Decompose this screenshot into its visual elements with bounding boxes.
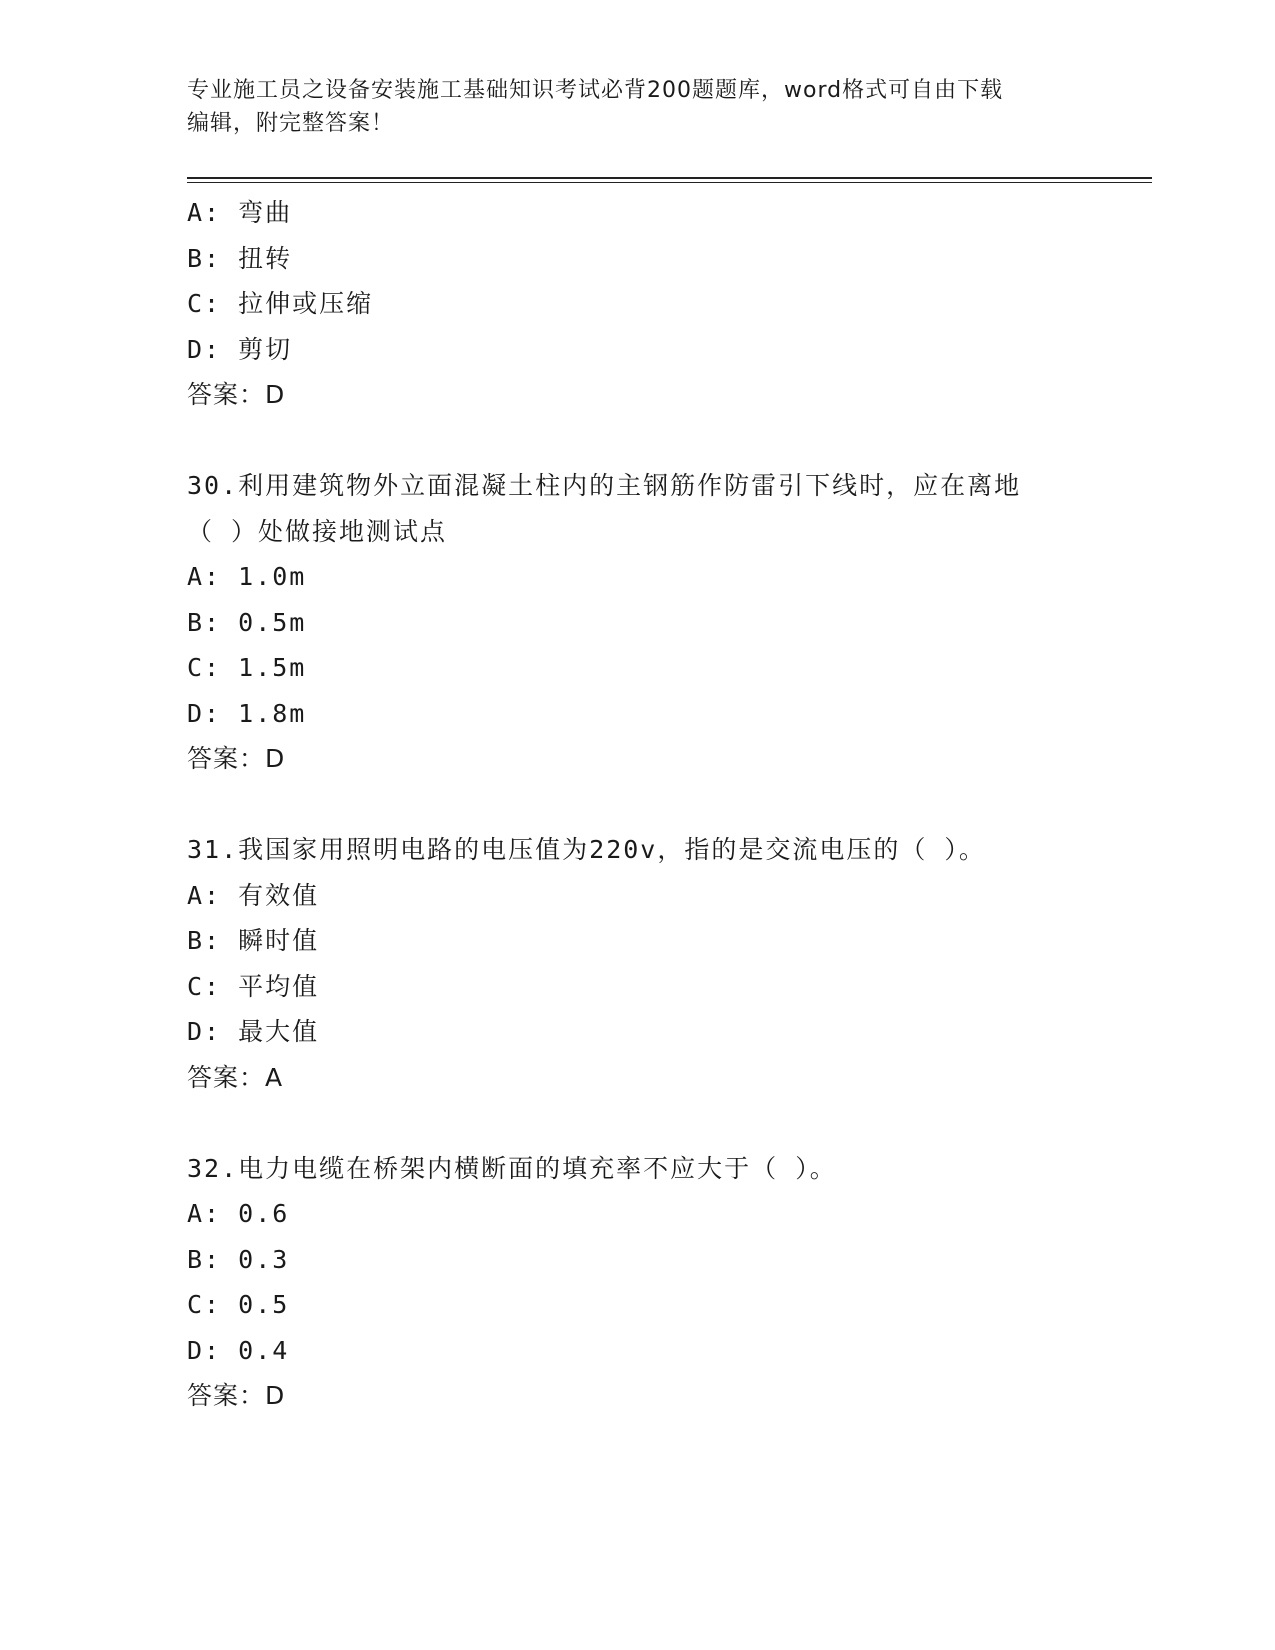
document-body [187,190,1152,1419]
option-d: D: 0.4 [187,1335,290,1365]
header-divider-thin [187,182,1152,183]
option-b: B: 0.3 [187,1244,290,1274]
option-b: B: 瞬时值 [187,926,320,955]
answer-line: 答案：D [187,380,286,409]
question-32 [187,1146,1152,1419]
option-a: A: 0.6 [187,1199,290,1228]
option-c: C: 平均值 [187,971,320,1001]
document-header [187,74,1067,140]
spacer [187,782,1152,828]
option-a: A: 有效值 [187,880,320,910]
spacer [187,1100,1152,1146]
question-stem-line-1: 31.我国家用照明电路的电压值为220v，指的是交流电压的（ ）。 [187,835,986,864]
option-d: D: 最大值 [187,1017,320,1046]
option-a: A: 1.0m [187,562,307,591]
option-c: C: 0.5 [187,1290,290,1319]
spacer [187,418,1152,464]
question-29-continued [187,190,1152,418]
answer-line: 答案：D [187,744,286,773]
option-c: C: 拉伸或压缩 [187,289,374,318]
question-30 [187,463,1152,782]
option-b: B: 扭转 [187,243,293,273]
option-c: C: 1.5m [187,653,307,682]
option-a: A: 弯曲 [187,198,293,227]
answer-line: 答案：A [187,1062,284,1092]
document-page [187,0,1152,1650]
header-divider-thick [187,177,1152,179]
question-stem-line-1: 32.电力电缆在桥架内横断面的填充率不应大于（ ）。 [187,1153,837,1183]
option-b: B: 0.5m [187,607,307,637]
question-stem-line-2: （ ）处做接地测试点 [187,516,448,546]
answer-line: 答案：D [187,1381,286,1410]
option-d: D: 剪切 [187,334,293,364]
option-d: D: 1.8m [187,698,307,728]
question-stem-line-1: 30.利用建筑物外立面混凝土柱内的主钢筋作防雷引下线时，应在离地 [187,471,1022,500]
header-title-line-1: 专业施工员之设备安装施工基础知识考试必背200题题库，word格式可自由下载 [187,78,1004,103]
question-31 [187,827,1152,1100]
header-title-line-2: 编辑，附完整答案！ [187,111,395,136]
